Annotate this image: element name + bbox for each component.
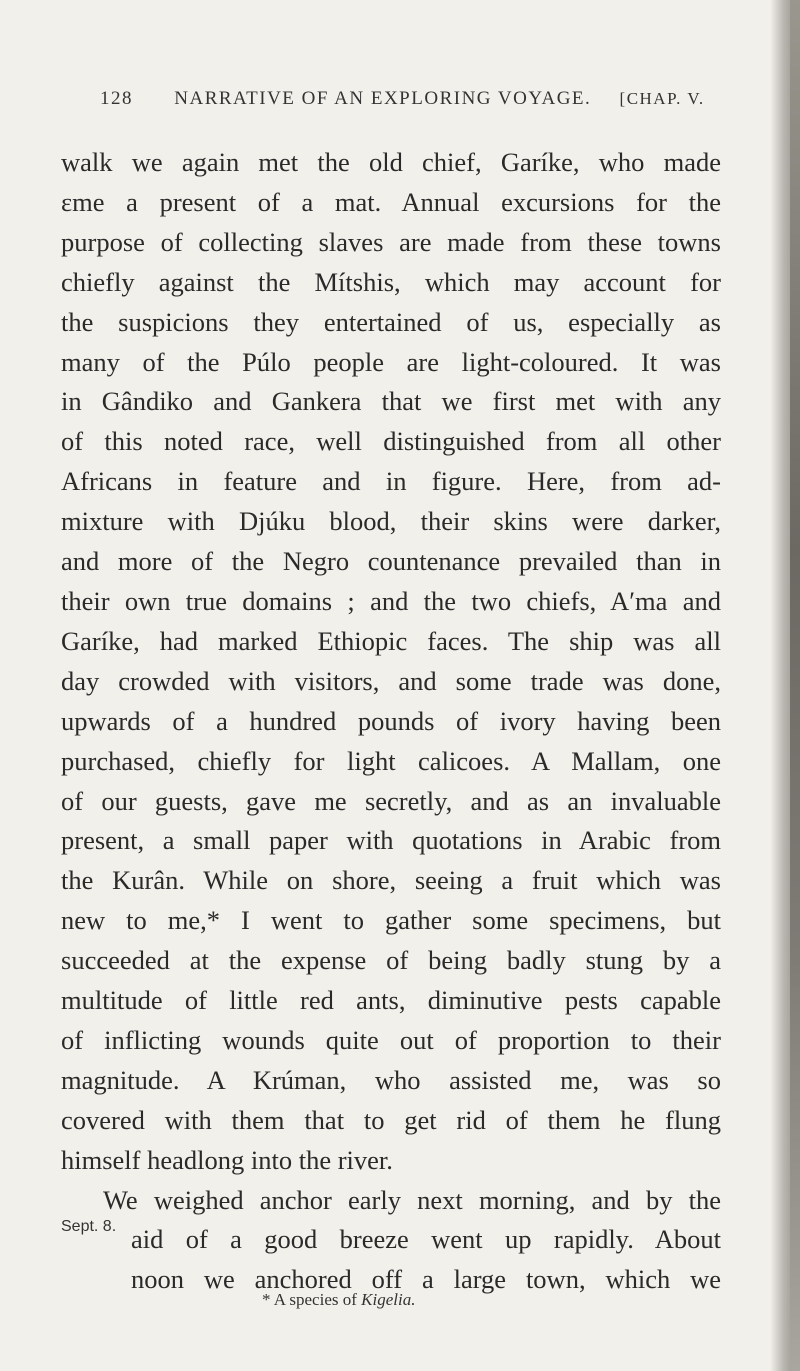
text-line: in Gândiko and Gankera that we first met with any: [61, 386, 721, 417]
running-head: [100, 88, 790, 110]
text-line: of this noted race, well distinguished from all other: [61, 426, 721, 457]
text-line: aid of a good breeze went up rapidly. About: [131, 1224, 721, 1255]
text-line: day crowded with visitors, and some trade was done,: [61, 665, 721, 696]
page-edge: [790, 0, 800, 1371]
text-line: himself headlong into the river.: [61, 1144, 393, 1175]
footnote-marker: * A species of: [262, 1290, 357, 1309]
text-line: purpose of collecting slaves are made from these towns: [61, 226, 721, 257]
footnote: [262, 1290, 415, 1310]
text-line: multitude of little red ants, diminutive pests capable: [61, 985, 721, 1016]
footnote-term: Kigelia.: [361, 1290, 416, 1309]
text-line: their own true domains ; and the two chiefs, A′ma and: [61, 585, 721, 616]
text-line: succeeded at the expense of being badly stung by a: [61, 945, 721, 976]
text-line: the Kurân. While on shore, seeing a fruit which was: [61, 865, 721, 896]
text-line: covered with them that to get rid of them he flung: [61, 1104, 721, 1135]
sidenoted-lines: [61, 1220, 721, 1300]
text-line: of our guests, gave me secretly, and as an invaluable: [61, 785, 721, 816]
chapter-marker: [CHAP. V.: [619, 89, 705, 108]
text-line: purchased, chiefly for light calicoes. A Mallam, one: [61, 745, 721, 776]
body-text: [61, 143, 721, 1300]
text-line: many of the Púlo people are light-coloured. It was: [61, 346, 721, 377]
paragraph-1: [61, 143, 721, 1181]
text-line: magnitude. A Krúman, who assisted me, was so: [61, 1064, 721, 1095]
text-line: noon we anchored off a large town, which we: [131, 1264, 721, 1295]
text-line: mixture with Djúku blood, their skins were darker,: [61, 506, 721, 537]
text-line: the suspicions they entertained of us, especially as: [61, 306, 721, 337]
text-line: upwards of a hundred pounds of ivory having been: [61, 705, 721, 736]
paragraph-2: [61, 1181, 721, 1301]
text-line: Garíke, had marked Ethiopic faces. The ship was all: [61, 625, 721, 656]
text-line: walk we again met the old chief, Garíke, who made: [61, 147, 721, 177]
text-line: chiefly against the Mítshis, which may account for: [61, 266, 721, 297]
text-line: Africans in feature and in figure. Here, from ad-: [61, 466, 721, 497]
text-line: of inflicting wounds quite out of proportion to their: [61, 1024, 721, 1055]
text-line: and more of the Negro countenance prevailed than in: [61, 546, 721, 577]
text-line: We weighed anchor early next morning, and by the: [103, 1184, 721, 1215]
text-line: present, a small paper with quotations in Arabic from: [61, 825, 721, 856]
text-line: ɛme a present of a mat. Annual excursions for the: [61, 186, 721, 217]
running-title: NARRATIVE OF AN EXPLORING VOYAGE.: [174, 88, 592, 109]
margin-date-note: Sept. 8.: [61, 1218, 117, 1235]
page-number: 128: [100, 88, 133, 109]
text-line: new to me,* I went to gather some specimens, but: [61, 905, 721, 936]
